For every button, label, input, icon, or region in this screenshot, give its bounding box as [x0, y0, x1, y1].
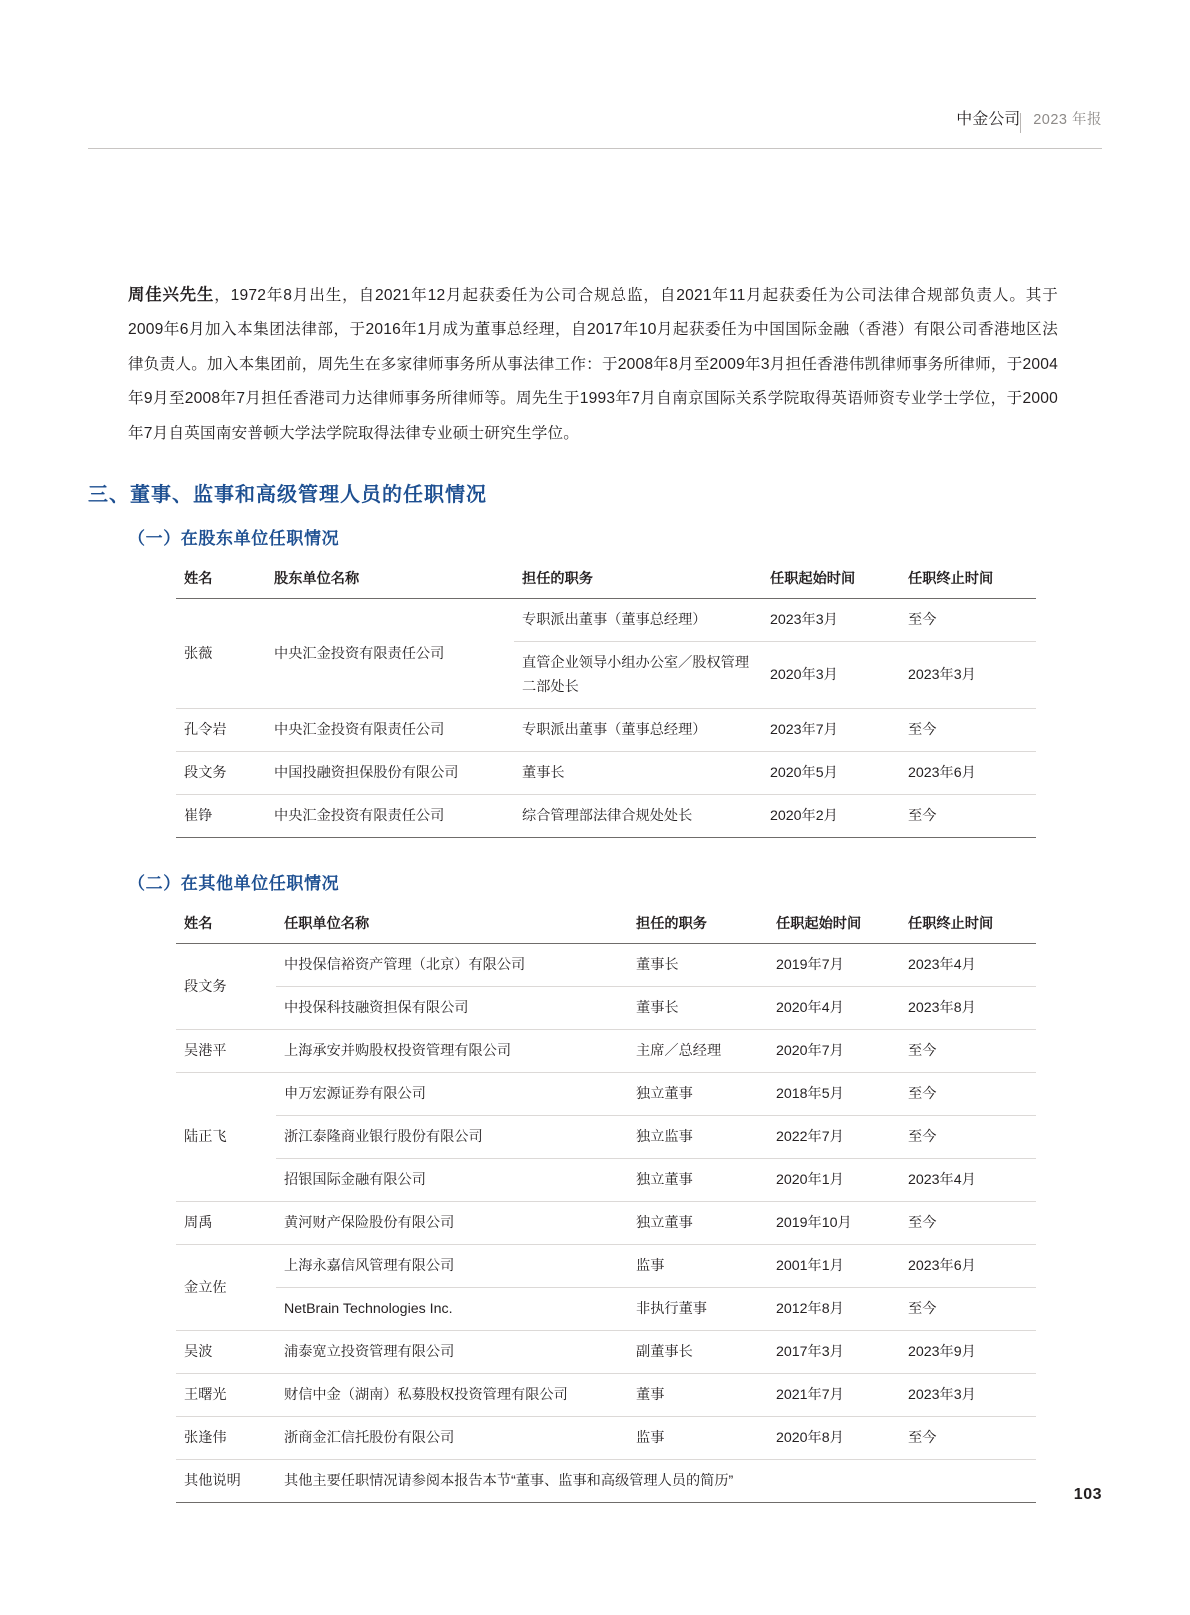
cell-note-label: 其他说明 — [176, 1460, 276, 1503]
cell-name: 段文务 — [176, 752, 266, 795]
cell-org: 中央汇金投资有限责任公司 — [266, 795, 514, 838]
cell-start: 2012年8月 — [768, 1288, 900, 1331]
cell-org: 中国投融资担保股份有限公司 — [266, 752, 514, 795]
cell-org: 财信中金（湖南）私募股权投资管理有限公司 — [276, 1374, 628, 1417]
cell-end: 2023年3月 — [900, 1374, 1036, 1417]
cell-end: 至今 — [900, 795, 1036, 838]
cell-org: 中央汇金投资有限责任公司 — [266, 599, 514, 709]
cell-start: 2022年7月 — [768, 1116, 900, 1159]
table-row — [176, 1159, 1036, 1202]
cell-name: 周禹 — [176, 1202, 276, 1245]
cell-post: 独立监事 — [628, 1116, 768, 1159]
table-row — [176, 1374, 1036, 1417]
col-post: 担任的职务 — [628, 907, 768, 944]
table-row — [176, 709, 1036, 752]
table-header-row — [176, 562, 1036, 599]
cell-end: 2023年8月 — [900, 987, 1036, 1030]
table-row — [176, 1331, 1036, 1374]
header-year: 2023 年报 — [1033, 112, 1102, 128]
table-row — [176, 1073, 1036, 1116]
subsection-heading-2: （二）在其他单位任职情况 — [128, 874, 340, 893]
cell-start: 2023年3月 — [762, 599, 900, 642]
table-row — [176, 599, 1036, 642]
cell-start: 2020年7月 — [768, 1030, 900, 1073]
header-company: 中金公司 — [956, 111, 1021, 128]
cell-org: 中央汇金投资有限责任公司 — [266, 709, 514, 752]
cell-org: 上海永嘉信风管理有限公司 — [276, 1245, 628, 1288]
cell-end: 2023年4月 — [900, 1159, 1036, 1202]
cell-post: 独立董事 — [628, 1159, 768, 1202]
section-heading: 三、董事、监事和高级管理人员的任职情况 — [88, 484, 487, 506]
page-header — [88, 106, 1102, 152]
cell-name: 吴波 — [176, 1331, 276, 1374]
cell-end: 2023年6月 — [900, 752, 1036, 795]
cell-name: 崔铮 — [176, 795, 266, 838]
table-row — [176, 795, 1036, 838]
cell-org: NetBrain Technologies Inc. — [276, 1288, 628, 1331]
cell-note-text: 其他主要任职情况请参阅本报告本节“董事、监事和高级管理人员的简历” — [276, 1460, 1036, 1503]
cell-post: 董事长 — [514, 752, 762, 795]
table-row — [176, 944, 1036, 987]
cell-post: 副董事长 — [628, 1331, 768, 1374]
cell-org: 上海承安并购股权投资管理有限公司 — [276, 1030, 628, 1073]
cell-post: 董事 — [628, 1374, 768, 1417]
cell-start: 2023年7月 — [762, 709, 900, 752]
cell-end: 至今 — [900, 1116, 1036, 1159]
cell-post: 独立董事 — [628, 1202, 768, 1245]
cell-post: 直管企业领导小组办公室／股权管理二部处长 — [514, 642, 762, 709]
cell-post: 监事 — [628, 1245, 768, 1288]
cell-org: 招银国际金融有限公司 — [276, 1159, 628, 1202]
cell-start: 2020年4月 — [768, 987, 900, 1030]
cell-post: 主席／总经理 — [628, 1030, 768, 1073]
col-name: 姓名 — [176, 907, 276, 944]
cell-name: 金立佐 — [176, 1245, 276, 1331]
person-name: 周佳兴先生 — [128, 285, 215, 304]
cell-name: 陆正飞 — [176, 1073, 276, 1202]
cell-org: 浙江泰隆商业银行股份有限公司 — [276, 1116, 628, 1159]
cell-name: 孔令岩 — [176, 709, 266, 752]
cell-name: 吴港平 — [176, 1030, 276, 1073]
cell-start: 2020年1月 — [768, 1159, 900, 1202]
cell-end: 至今 — [900, 709, 1036, 752]
col-org: 任职单位名称 — [276, 907, 628, 944]
cell-end: 2023年9月 — [900, 1331, 1036, 1374]
cell-end: 至今 — [900, 599, 1036, 642]
table-row — [176, 1202, 1036, 1245]
cell-org: 浙商金汇信托股份有限公司 — [276, 1417, 628, 1460]
cell-end: 至今 — [900, 1202, 1036, 1245]
cell-start: 2018年5月 — [768, 1073, 900, 1116]
header-rule — [88, 148, 1102, 149]
cell-end: 至今 — [900, 1030, 1036, 1073]
shareholder-positions-table — [176, 562, 1036, 838]
col-name: 姓名 — [176, 562, 266, 599]
cell-name: 段文务 — [176, 944, 276, 1030]
cell-org: 申万宏源证券有限公司 — [276, 1073, 628, 1116]
cell-post: 董事长 — [628, 944, 768, 987]
cell-post: 监事 — [628, 1417, 768, 1460]
other-positions-table — [176, 907, 1036, 1503]
table-row — [176, 752, 1036, 795]
cell-start: 2017年3月 — [768, 1331, 900, 1374]
cell-start: 2020年5月 — [762, 752, 900, 795]
table-header-row — [176, 907, 1036, 944]
cell-post: 专职派出董事（董事总经理） — [514, 599, 762, 642]
cell-start: 2001年1月 — [768, 1245, 900, 1288]
cell-post: 董事长 — [628, 987, 768, 1030]
cell-post: 专职派出董事（董事总经理） — [514, 709, 762, 752]
table-row — [176, 1116, 1036, 1159]
table-row — [176, 1288, 1036, 1331]
cell-end: 2023年6月 — [900, 1245, 1036, 1288]
table-row — [176, 1030, 1036, 1073]
cell-org: 中投保信裕资产管理（北京）有限公司 — [276, 944, 628, 987]
col-start: 任职起始时间 — [768, 907, 900, 944]
col-end: 任职终止时间 — [900, 562, 1036, 599]
cell-name: 张薇 — [176, 599, 266, 709]
cell-post: 综合管理部法律合规处处长 — [514, 795, 762, 838]
cell-start: 2019年7月 — [768, 944, 900, 987]
col-post: 担任的职务 — [514, 562, 762, 599]
cell-org: 黄河财产保险股份有限公司 — [276, 1202, 628, 1245]
cell-end: 2023年3月 — [900, 642, 1036, 709]
cell-end: 2023年4月 — [900, 944, 1036, 987]
col-org: 股东单位名称 — [266, 562, 514, 599]
col-end: 任职终止时间 — [900, 907, 1036, 944]
biography-text: ，1972年8月出生，自2021年12月起获委任为公司合规总监，自2021年11月起获委任为公司法律合规部负责人。其于2009年6月加入本集团法律部，于2016年1月成为董事总经理，自2017年10月起获委任为中国国际金融（香港）有限公司香港地区法律负责人。加入本集团前，周先生在多家律师事务所从事法律工作：于2008年8月至2009年3月担任香港伟凯律师事务所律师，于2004年9月至2008年7月担任香港司力达律师事务所律师等。周先生于1993年7月自南京国际关系学院取得英语师资专业学士学位，于2000年7月自英国南安普顿大学法学院取得法律专业硕士研究生学位。 — [128, 286, 1059, 442]
table-row — [176, 1245, 1036, 1288]
cell-name: 张逢伟 — [176, 1417, 276, 1460]
cell-end: 至今 — [900, 1288, 1036, 1331]
page-number: 103 — [1073, 1486, 1102, 1503]
cell-post: 非执行董事 — [628, 1288, 768, 1331]
subsection-heading-1: （一）在股东单位任职情况 — [128, 529, 340, 548]
table-note-row — [176, 1460, 1036, 1503]
cell-start: 2020年2月 — [762, 795, 900, 838]
biography-paragraph — [128, 278, 1058, 452]
cell-start: 2020年8月 — [768, 1417, 900, 1460]
col-start: 任职起始时间 — [762, 562, 900, 599]
cell-org: 中投保科技融资担保有限公司 — [276, 987, 628, 1030]
cell-end: 至今 — [900, 1417, 1036, 1460]
cell-post: 独立董事 — [628, 1073, 768, 1116]
cell-name: 王曙光 — [176, 1374, 276, 1417]
cell-start: 2020年3月 — [762, 642, 900, 709]
table-row — [176, 987, 1036, 1030]
cell-start: 2021年7月 — [768, 1374, 900, 1417]
table-row — [176, 1417, 1036, 1460]
cell-end: 至今 — [900, 1073, 1036, 1116]
cell-org: 浦泰宽立投资管理有限公司 — [276, 1331, 628, 1374]
cell-start: 2019年10月 — [768, 1202, 900, 1245]
